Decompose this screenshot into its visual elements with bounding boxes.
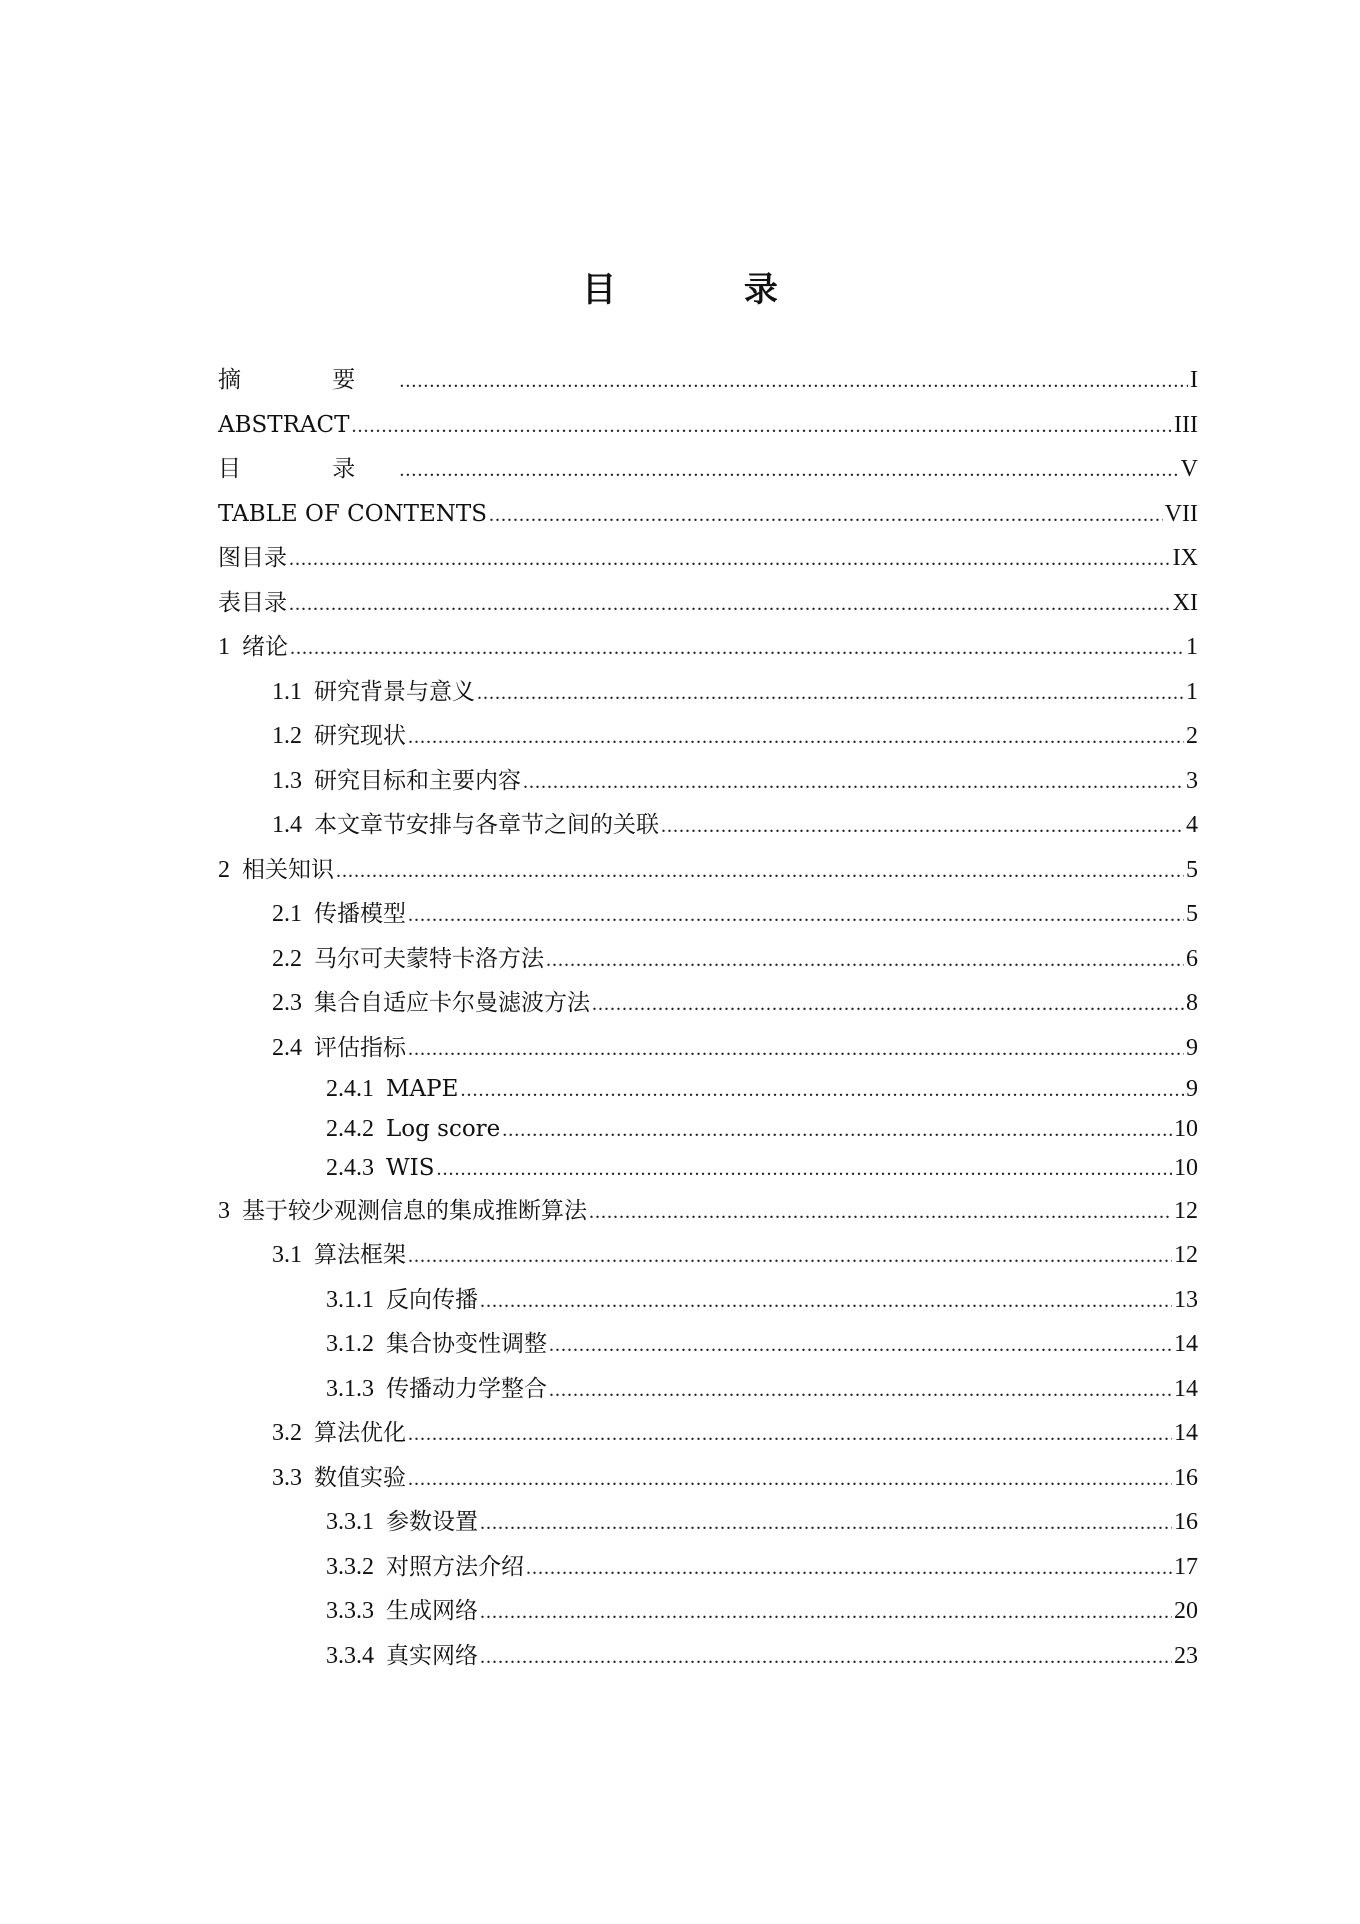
- toc-entry-number: 1: [218, 634, 230, 660]
- toc-page-number: 16: [1174, 1464, 1198, 1491]
- toc-entry-text: 目 录: [218, 456, 398, 482]
- dot-leader: [480, 1635, 1172, 1680]
- toc-entry[interactable]: [218, 1110, 1198, 1150]
- dot-leader: [408, 715, 1184, 760]
- toc-entry-text: Log score: [386, 1115, 501, 1142]
- toc-entry-number: 3.3: [272, 1464, 302, 1491]
- toc-page-number: 20: [1174, 1598, 1198, 1624]
- table-of-contents: [218, 358, 1198, 1678]
- dot-leader: [289, 537, 1171, 582]
- dot-leader: [289, 582, 1171, 627]
- toc-entry-text: 相关知识: [242, 856, 334, 883]
- toc-entry[interactable]: [218, 848, 1198, 893]
- toc-page-number: 1: [1186, 678, 1198, 705]
- toc-entry-text: 算法优化: [314, 1420, 406, 1446]
- toc-entry-title: [326, 1070, 458, 1110]
- toc-page-number: 4: [1186, 812, 1198, 838]
- toc-entry[interactable]: [218, 1545, 1198, 1590]
- toc-entry[interactable]: [218, 1500, 1198, 1545]
- toc-entry-number: 3.3.3: [326, 1598, 374, 1624]
- toc-entry-number: 3.1.1: [326, 1286, 374, 1313]
- toc-entry[interactable]: [218, 447, 1198, 492]
- dot-leader: [489, 493, 1163, 538]
- toc-entry-text: 参数设置: [386, 1509, 478, 1535]
- toc-entry[interactable]: [218, 358, 1198, 403]
- toc-entry-text: 集合自适应卡尔曼滤波方法: [314, 990, 590, 1016]
- toc-page-number: 10: [1174, 1155, 1198, 1181]
- dot-leader: [351, 404, 1172, 449]
- toc-entry-text: 绪论: [242, 634, 288, 660]
- dot-leader: [408, 893, 1184, 938]
- dot-leader: [477, 671, 1184, 716]
- toc-entry-number: 3.1: [272, 1242, 302, 1268]
- toc-entry-text: 对照方法介绍: [386, 1553, 524, 1580]
- toc-entry[interactable]: [218, 892, 1198, 937]
- toc-entry[interactable]: [218, 1278, 1198, 1323]
- toc-entry-number: 3.1.2: [326, 1331, 374, 1357]
- toc-entry-title: [272, 1026, 406, 1071]
- toc-page-number: 14: [1174, 1331, 1198, 1357]
- dot-leader: [589, 1190, 1172, 1235]
- dot-leader: [408, 1027, 1184, 1072]
- toc-entry-title: [218, 447, 397, 492]
- toc-entry-number: 1.3: [272, 767, 302, 794]
- toc-entry-text: MAPE: [386, 1076, 459, 1102]
- toc-entry-title: [326, 1589, 478, 1634]
- toc-entry-title: [272, 981, 590, 1026]
- toc-entry-title: [272, 892, 406, 937]
- toc-entry[interactable]: [218, 1189, 1198, 1234]
- toc-entry[interactable]: [218, 403, 1198, 448]
- toc-entry-text: 本文章节安排与各章节之间的关联: [314, 812, 659, 838]
- toc-entry-title: [326, 1500, 478, 1545]
- dot-leader: [436, 1150, 1172, 1190]
- toc-entry[interactable]: [218, 714, 1198, 759]
- toc-entry-title: [326, 1149, 434, 1189]
- dot-leader: [549, 1323, 1172, 1368]
- toc-entry-title: [326, 1367, 547, 1412]
- toc-page-number: XI: [1172, 589, 1198, 616]
- dot-leader: [546, 938, 1184, 983]
- toc-entry-title: [272, 670, 475, 715]
- toc-entry-title: [218, 848, 334, 893]
- toc-entry[interactable]: [218, 625, 1198, 670]
- toc-entry-title: [218, 403, 349, 448]
- dot-leader: [408, 1234, 1172, 1279]
- toc-page-number: 3: [1186, 767, 1198, 794]
- toc-page-number: 13: [1174, 1286, 1198, 1313]
- dot-leader: [592, 982, 1184, 1027]
- toc-entry[interactable]: [218, 1233, 1198, 1278]
- toc-entry-title: [272, 1411, 406, 1456]
- toc-entry-number: 3.3.2: [326, 1553, 374, 1580]
- toc-entry-number: 3.3.4: [326, 1642, 374, 1669]
- dot-leader: [480, 1501, 1172, 1546]
- toc-entry-title: [218, 358, 397, 403]
- toc-entry-number: 3.2: [272, 1420, 302, 1446]
- dot-leader: [408, 1457, 1172, 1502]
- toc-entry[interactable]: [218, 1589, 1198, 1634]
- toc-entry-title: [218, 536, 287, 581]
- toc-page-number: 9: [1186, 1034, 1198, 1061]
- toc-entry[interactable]: [218, 1411, 1198, 1456]
- toc-page-number: 14: [1174, 1420, 1198, 1446]
- toc-entry[interactable]: [218, 536, 1198, 581]
- toc-entry[interactable]: [218, 1070, 1198, 1110]
- toc-entry[interactable]: [218, 1026, 1198, 1071]
- toc-page-number: 8: [1186, 990, 1198, 1016]
- toc-entry-title: [272, 1456, 406, 1501]
- toc-entry-text: 传播动力学整合: [386, 1375, 547, 1402]
- toc-entry-number: 2.4: [272, 1034, 302, 1061]
- toc-entry-number: 3.1.3: [326, 1375, 374, 1402]
- toc-entry-number: 2.2: [272, 945, 302, 972]
- dot-leader: [480, 1590, 1172, 1635]
- toc-entry-title: [326, 1634, 478, 1679]
- toc-entry-title: [218, 581, 287, 626]
- toc-entry[interactable]: [218, 1322, 1198, 1367]
- toc-entry-title: [326, 1110, 500, 1150]
- toc-entry[interactable]: [218, 1634, 1198, 1679]
- toc-page-number: V: [1180, 456, 1198, 482]
- dot-leader: [526, 1546, 1172, 1591]
- toc-entry[interactable]: [218, 803, 1198, 848]
- toc-entry-text: 图目录: [218, 545, 287, 571]
- toc-entry-number: 2.4.2: [326, 1115, 374, 1142]
- toc-entry-text: 生成网络: [386, 1598, 478, 1624]
- toc-entry-title: [218, 625, 288, 670]
- toc-entry[interactable]: [218, 1456, 1198, 1501]
- toc-entry-number: 2.4.1: [326, 1076, 374, 1102]
- toc-entry-text: 表目录: [218, 589, 287, 616]
- toc-entry-title: [218, 1189, 587, 1234]
- toc-entry-number: 1.1: [272, 678, 302, 705]
- toc-page-number: 6: [1186, 945, 1198, 972]
- toc-entry-number: 2.4.3: [326, 1155, 374, 1181]
- toc-entry-text: 反向传播: [386, 1286, 478, 1313]
- toc-entry-title: [272, 759, 521, 804]
- toc-entry-text: 数值实验: [314, 1464, 406, 1491]
- dot-leader: [290, 626, 1184, 671]
- toc-page-number: 14: [1174, 1375, 1198, 1402]
- toc-entry-number: 1.4: [272, 812, 302, 838]
- dot-leader: [408, 1412, 1172, 1457]
- toc-entry-text: TABLE OF CONTENTS: [218, 500, 488, 527]
- dot-leader: [523, 760, 1184, 805]
- toc-entry[interactable]: [218, 492, 1198, 537]
- toc-entry-title: [218, 492, 487, 537]
- toc-page-number: IX: [1172, 545, 1198, 571]
- toc-page-number: VII: [1164, 500, 1198, 527]
- toc-page-number: 9: [1186, 1076, 1198, 1102]
- toc-entry[interactable]: [218, 981, 1198, 1026]
- toc-entry-number: 1.2: [272, 723, 302, 749]
- toc-entry-title: [326, 1322, 547, 1367]
- toc-entry-text: 集合协变性调整: [386, 1331, 547, 1357]
- dot-leader: [549, 1368, 1172, 1413]
- toc-page-number: III: [1174, 411, 1198, 438]
- toc-entry-title: [272, 937, 544, 982]
- toc-entry-text: 基于较少观测信息的集成推断算法: [242, 1197, 587, 1224]
- toc-entry[interactable]: [218, 581, 1198, 626]
- toc-page-number: 12: [1174, 1197, 1198, 1224]
- toc-page-number: 5: [1186, 901, 1198, 927]
- dot-leader: [399, 359, 1188, 404]
- toc-entry-text: 研究目标和主要内容: [314, 767, 521, 794]
- toc-page-number: I: [1190, 367, 1198, 393]
- dot-leader: [460, 1071, 1184, 1111]
- toc-entry-number: 3: [218, 1197, 230, 1224]
- toc-entry-title: [326, 1278, 478, 1323]
- toc-entry-title: [272, 1233, 406, 1278]
- toc-page-number: 23: [1174, 1642, 1198, 1669]
- dot-leader: [399, 448, 1178, 493]
- toc-entry-number: 2.1: [272, 901, 302, 927]
- toc-entry[interactable]: [218, 670, 1198, 715]
- toc-page-number: 1: [1186, 634, 1198, 660]
- toc-entry-text: 真实网络: [386, 1642, 478, 1669]
- toc-entry-number: 3.3.1: [326, 1509, 374, 1535]
- toc-entry-text: 马尔可夫蒙特卡洛方法: [314, 945, 544, 972]
- toc-entry[interactable]: [218, 1149, 1198, 1189]
- toc-page-number: 10: [1174, 1115, 1198, 1142]
- toc-entry-text: WIS: [386, 1155, 435, 1181]
- toc-entry-text: 研究现状: [314, 723, 406, 749]
- toc-page-number: 5: [1186, 856, 1198, 883]
- toc-page-number: 16: [1174, 1509, 1198, 1535]
- toc-entry-title: [272, 714, 406, 759]
- toc-entry-text: 算法框架: [314, 1242, 406, 1268]
- toc-entry-number: 2: [218, 856, 230, 883]
- toc-entry-text: 摘 要: [218, 367, 398, 393]
- toc-entry[interactable]: [218, 759, 1198, 804]
- toc-entry-text: 研究背景与意义: [314, 678, 475, 705]
- toc-entry-title: [272, 803, 659, 848]
- toc-page-number: 2: [1186, 723, 1198, 749]
- dot-leader: [336, 849, 1184, 894]
- dot-leader: [661, 804, 1184, 849]
- toc-entry-text: ABSTRACT: [218, 411, 350, 438]
- toc-entry[interactable]: [218, 1367, 1198, 1412]
- toc-entry-title: [326, 1545, 524, 1590]
- toc-page-number: 12: [1174, 1242, 1198, 1268]
- page-title: 目 录: [582, 270, 836, 310]
- dot-leader: [502, 1111, 1172, 1151]
- toc-entry[interactable]: [218, 937, 1198, 982]
- toc-entry-number: 2.3: [272, 990, 302, 1016]
- toc-entry-text: 传播模型: [314, 901, 406, 927]
- toc-page-number: 17: [1174, 1553, 1198, 1580]
- toc-entry-text: 评估指标: [314, 1034, 406, 1061]
- dot-leader: [480, 1279, 1172, 1324]
